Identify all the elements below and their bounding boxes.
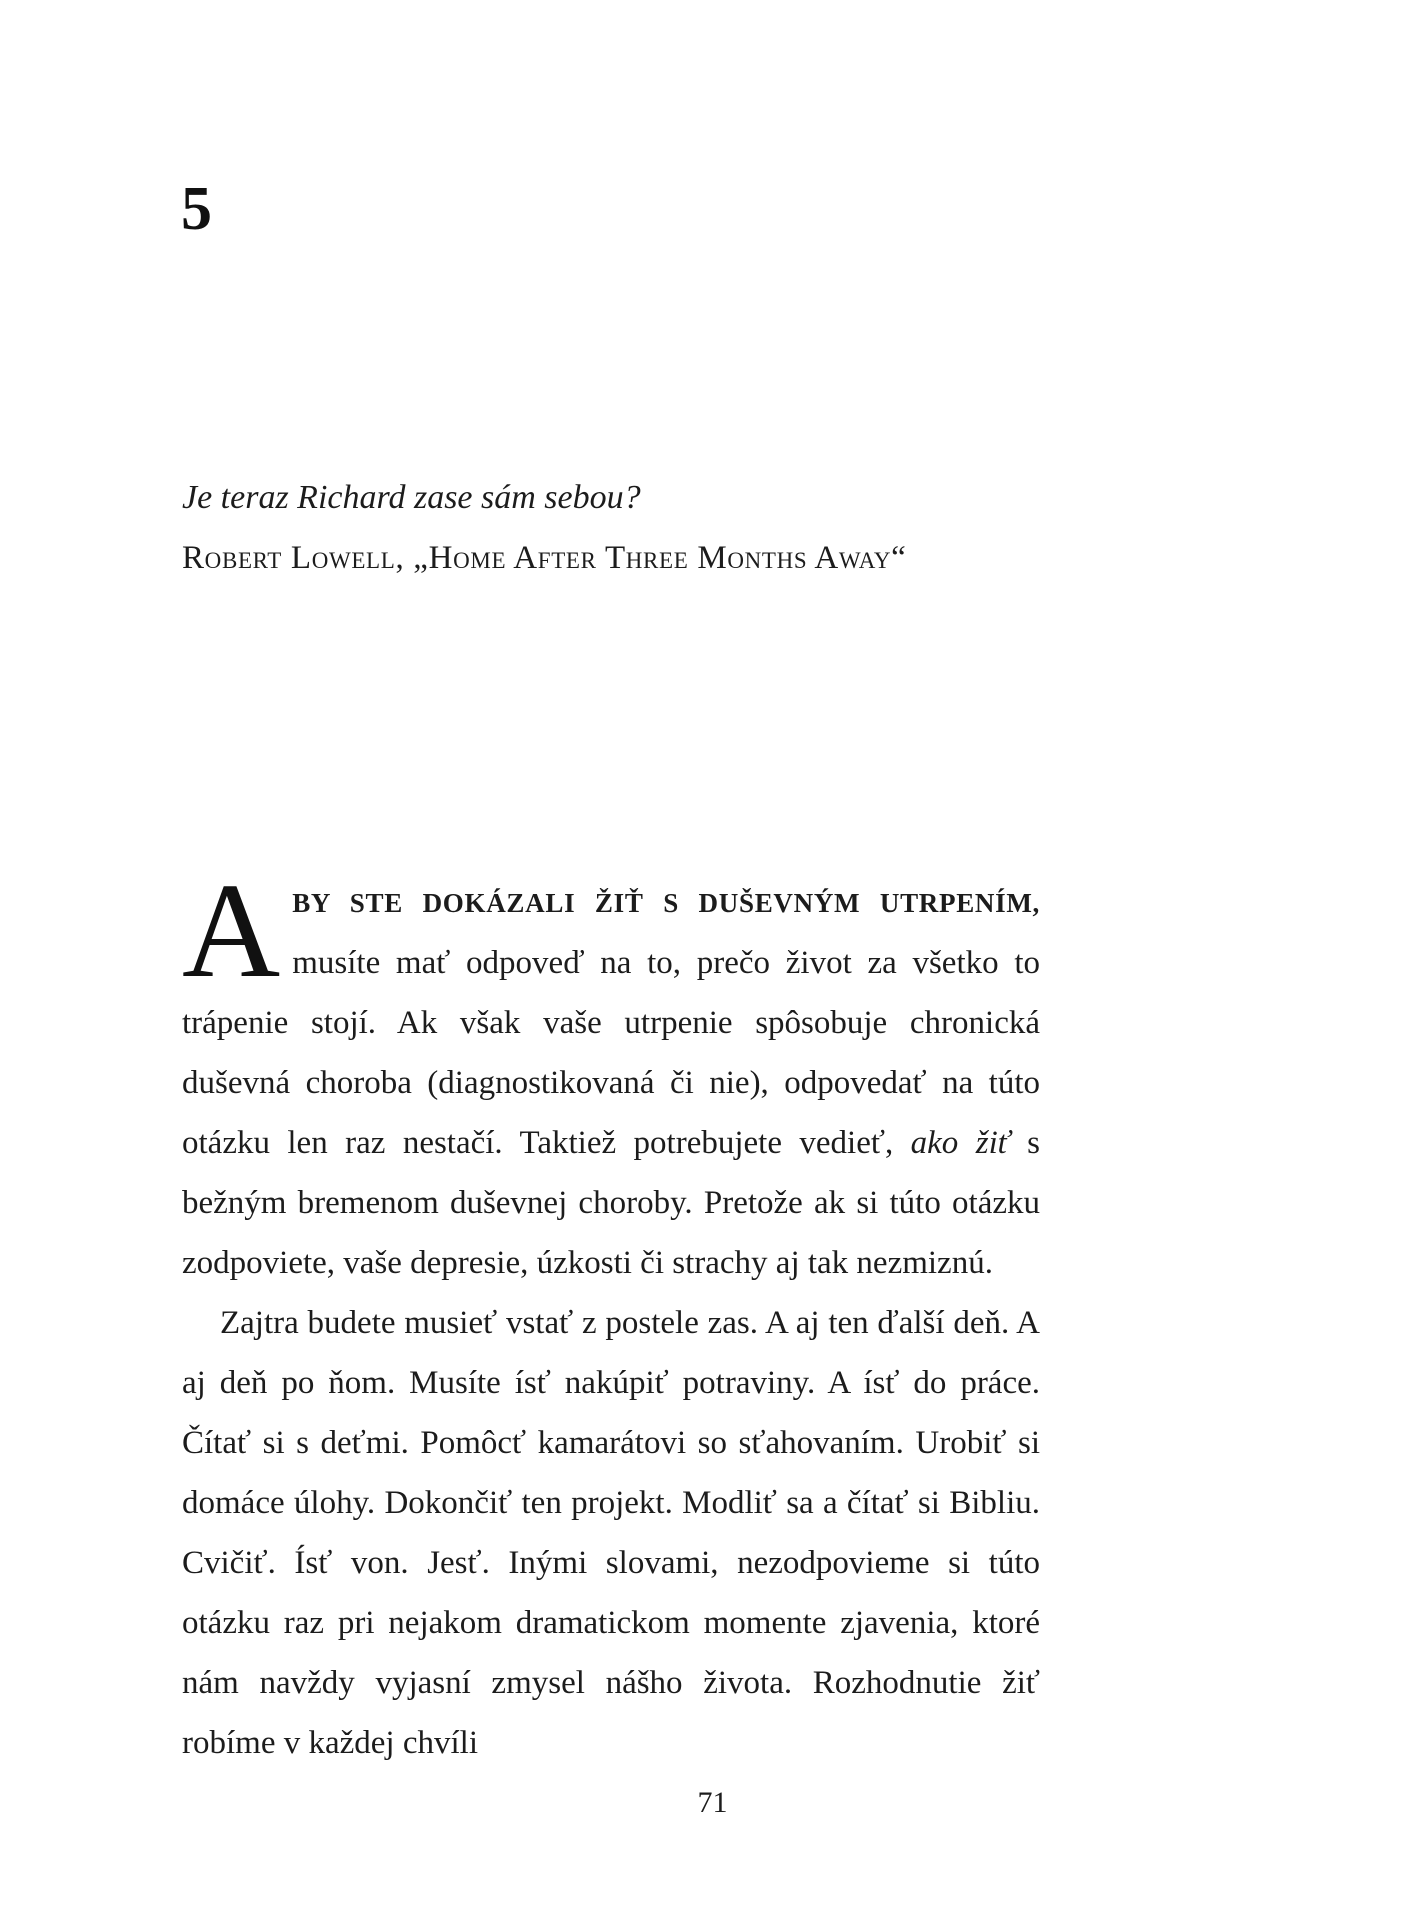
chapter-number: 5: [181, 175, 212, 243]
epigraph: [182, 468, 1082, 588]
paragraph: [182, 1293, 1040, 1773]
text-segment: musíte mať odpoveď na to, prečo život za všetko to trápenie stojí. Ak však vaše utrpenie spôsobuje chronická duševná choroba (diagnostikovaná či nie), odpovedať na túto otázku len raz nestačí. Taktiež potrebujete vedieť,: [182, 945, 1040, 1161]
epigraph-attribution: Robert Lowell, „Home After Three Months Away“: [182, 540, 907, 576]
text-segment: ako žiť: [910, 1125, 1010, 1161]
paragraph: [182, 856, 1041, 1293]
text-segment: s bežným bremenom duševnej choroby. Pretože ak si túto otázku zodpoviete, vaše depresie, úzkosti či strachy aj tak nezmiznú.: [182, 1125, 1041, 1281]
drop-cap: A: [182, 856, 281, 1006]
body-text: [182, 856, 1041, 1773]
text-segment: BY STE DOKÁZALI ŽIŤ S DUŠEVNÝM UTRPENÍM,: [292, 888, 1040, 918]
text-segment: Zajtra budete musieť vstať z postele zas. A aj ten ďalší deň. A aj deň po ňom. Musíte ísť nakúpiť potraviny. A ísť do práce. Čítať si s deťmi. Pomôcť kamarátovi so sťahovaním. Urobiť si domáce úlohy. Dokončiť ten projekt. Modliť sa a čítať si Bibliu. Cvičiť. Ísť von. Jesť. Inými slovami, nezodpovieme si túto otázku raz pri nejakom dramatickom momente zjavenia, ktoré nám navždy vyjasní zmysel nášho života. Rozhodnutie žiť robíme v každej chvíli: [182, 1305, 1040, 1761]
page-number: 71: [697, 1786, 728, 1819]
epigraph-quote: Je teraz Richard zase sám sebou?: [182, 479, 641, 516]
